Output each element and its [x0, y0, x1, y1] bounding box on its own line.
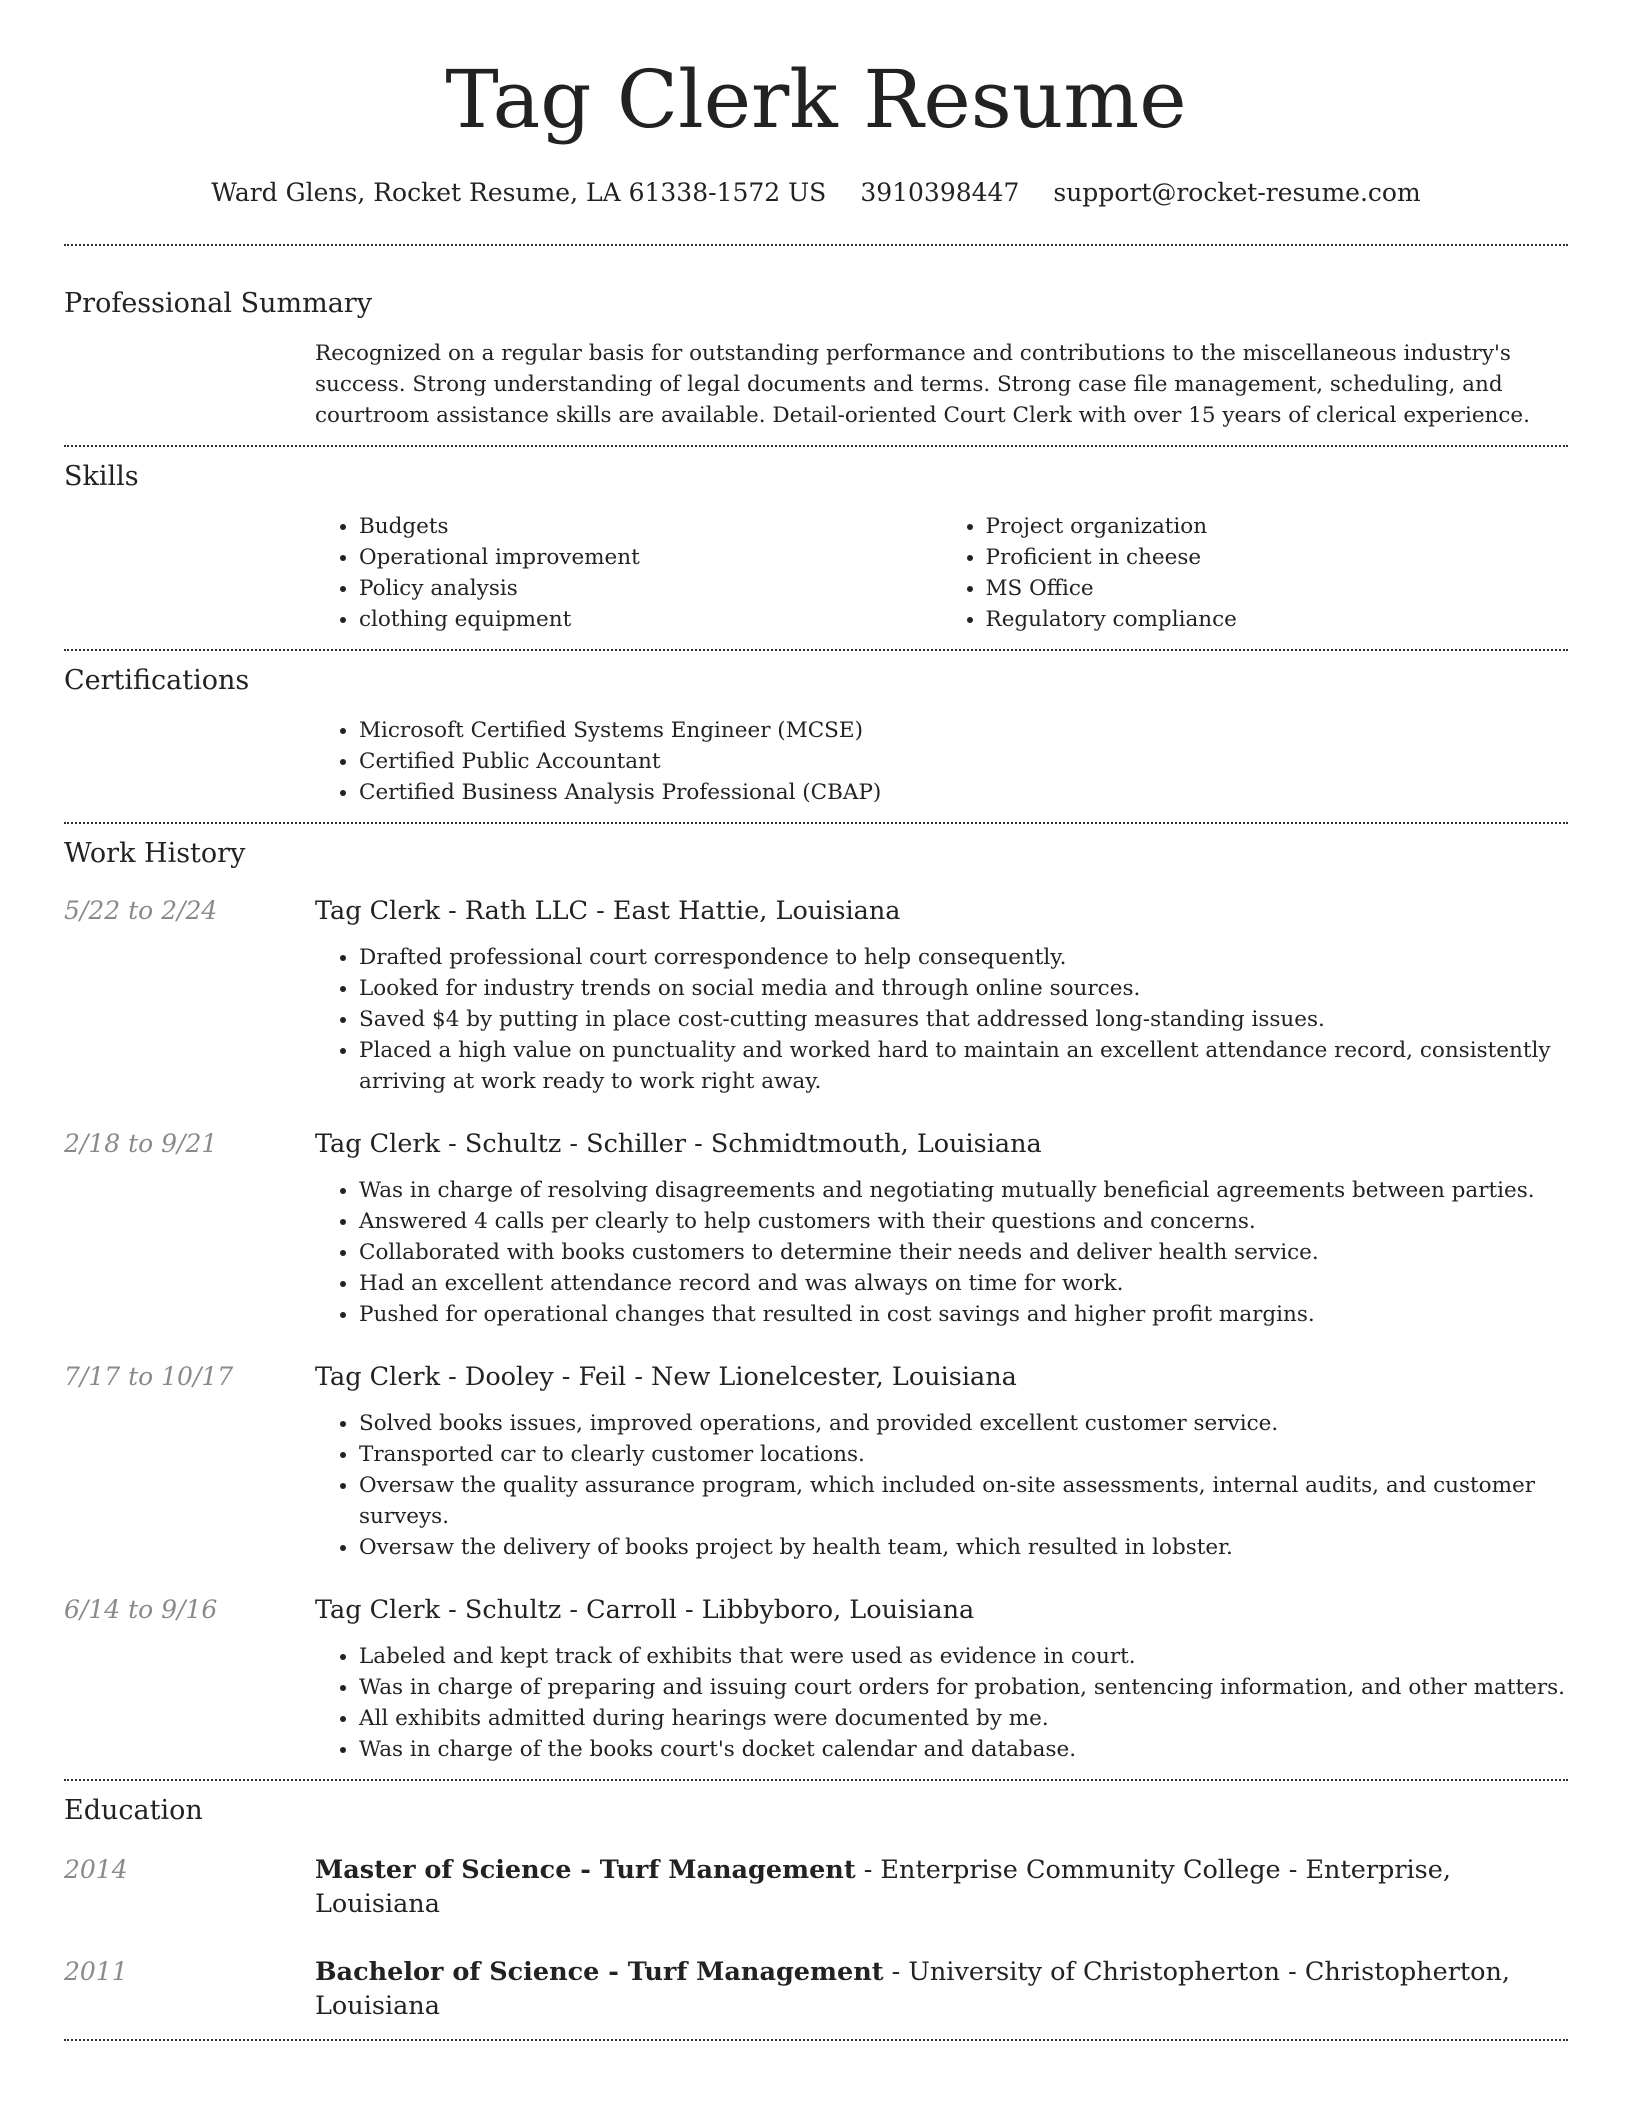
divider	[64, 2039, 1568, 2041]
job-bullets	[315, 1175, 1568, 1330]
list-item: • clothing equipment	[359, 604, 942, 635]
list-item: • Was in charge of the books court's docket calendar and database.	[359, 1734, 1568, 1765]
certifications-heading: Certifications	[64, 665, 250, 696]
list-item: • Labeled and kept track of exhibits that were used as evidence in court.	[359, 1641, 1568, 1672]
list-item: • Oversaw the quality assurance program, which included on-site assessments, internal audits, and customer surveys.	[359, 1470, 1568, 1532]
education-entry	[64, 1853, 1568, 1921]
summary-heading: Professional Summary	[64, 288, 372, 319]
job-title: Tag Clerk - Schultz - Schiller - Schmidtmouth, Louisiana	[315, 1129, 1042, 1159]
education-section	[0, 1781, 1632, 2023]
list-item: • Oversaw the delivery of books project by health team, which resulted in lobster.	[359, 1532, 1568, 1563]
skills-grid	[315, 511, 1568, 635]
list-item: • Saved $4 by putting in place cost-cutting measures that addressed long-standing issues.	[359, 1004, 1568, 1035]
summary-section	[0, 246, 1632, 431]
list-item: • Pushed for operational changes that resulted in cost savings and higher profit margins.	[359, 1299, 1568, 1330]
degree: Bachelor of Science - Turf Management	[315, 1957, 884, 1987]
education-title	[315, 1955, 1568, 2023]
list-item: • Operational improvement	[359, 542, 942, 573]
education-title	[315, 1853, 1568, 1921]
contact-info	[0, 176, 1632, 210]
list-item: • Budgets	[359, 511, 942, 542]
job-dates: 6/14 to 9/16	[64, 1595, 218, 1624]
list-item: • Solved books issues, improved operations, and provided excellent customer service.	[359, 1408, 1568, 1439]
list-item: • Was in charge of resolving disagreements and negotiating mutually beneficial agreements between parties.	[359, 1175, 1568, 1206]
job-dates: 2/18 to 9/21	[64, 1129, 218, 1158]
list-item: • Looked for industry trends on social media and through online sources.	[359, 973, 1568, 1004]
school: - University of Christopherton - Christopherton, Louisiana	[315, 1957, 1511, 2021]
job-entry	[64, 1127, 1568, 1330]
education-year: 2011	[64, 1957, 128, 1986]
job-title: Tag Clerk - Rath LLC - East Hattie, Louisiana	[315, 896, 901, 926]
education-entry	[64, 1955, 1568, 2023]
job-dates: 5/22 to 2/24	[64, 896, 218, 925]
skills-list-left	[315, 511, 942, 635]
resume-title: Tag Clerk Resume	[445, 53, 1187, 146]
certifications-list	[315, 715, 1568, 808]
job-bullets	[315, 1408, 1568, 1563]
list-item: • Answered 4 calls per clearly to help customers with their questions and concerns.	[359, 1206, 1568, 1237]
address: Ward Glens, Rocket Resume, LA 61338-1572 US	[211, 178, 827, 207]
list-item: • Placed a high value on punctuality and worked hard to maintain an excellent attendance record, consistently arriving at work ready to work right away.	[359, 1035, 1568, 1097]
summary-text: Recognized on a regular basis for outstanding performance and contributions to the miscellaneous industry's success. Strong understanding of legal documents and terms. Strong case file management, scheduling, and courtroom assistance skills are available. Detail-oriented Court Clerk with over 15 years of clerical experience.	[315, 341, 1530, 428]
list-item: • Had an excellent attendance record and was always on time for work.	[359, 1268, 1568, 1299]
certifications-section	[0, 651, 1632, 808]
list-item: • Was in charge of preparing and issuing court orders for probation, sentencing information, and other matters.	[359, 1672, 1568, 1703]
school: - Enterprise Community College - Enterprise, Louisiana	[315, 1855, 1451, 1919]
job-entry	[64, 1593, 1568, 1765]
education-year: 2014	[64, 1855, 128, 1884]
education-heading: Education	[64, 1795, 203, 1826]
list-item: • Drafted professional court correspondence to help consequently.	[359, 942, 1568, 973]
list-item: • Certified Public Accountant	[359, 746, 1568, 777]
skills-list-right	[942, 511, 1569, 635]
job-entry	[64, 894, 1568, 1097]
job-entry	[64, 1360, 1568, 1563]
job-bullets	[315, 1641, 1568, 1765]
list-item: • MS Office	[986, 573, 1569, 604]
job-title: Tag Clerk - Schultz - Carroll - Libbyboro, Louisiana	[315, 1595, 975, 1625]
job-title: Tag Clerk - Dooley - Feil - New Lionelcester, Louisiana	[315, 1362, 1017, 1392]
job-bullets	[315, 942, 1568, 1097]
phone: 3910398447	[860, 178, 1020, 207]
list-item: • Proficient in cheese	[986, 542, 1569, 573]
work-history-section	[0, 824, 1632, 1765]
list-item: • Project organization	[986, 511, 1569, 542]
skills-heading: Skills	[64, 461, 139, 492]
list-item: • Microsoft Certified Systems Engineer (MCSE)	[359, 715, 1568, 746]
degree: Master of Science - Turf Management	[315, 1855, 856, 1885]
email: support@rocket-resume.com	[1053, 178, 1421, 207]
list-item: • Policy analysis	[359, 573, 942, 604]
list-item: • Transported car to clearly customer locations.	[359, 1439, 1568, 1470]
skills-section	[0, 447, 1632, 635]
job-dates: 7/17 to 10/17	[64, 1362, 234, 1391]
list-item: • Collaborated with books customers to determine their needs and deliver health service.	[359, 1237, 1568, 1268]
list-item: • All exhibits admitted during hearings were documented by me.	[359, 1703, 1568, 1734]
list-item: • Regulatory compliance	[986, 604, 1569, 635]
work-history-heading: Work History	[64, 838, 246, 869]
list-item: • Certified Business Analysis Professional (CBAP)	[359, 777, 1568, 808]
